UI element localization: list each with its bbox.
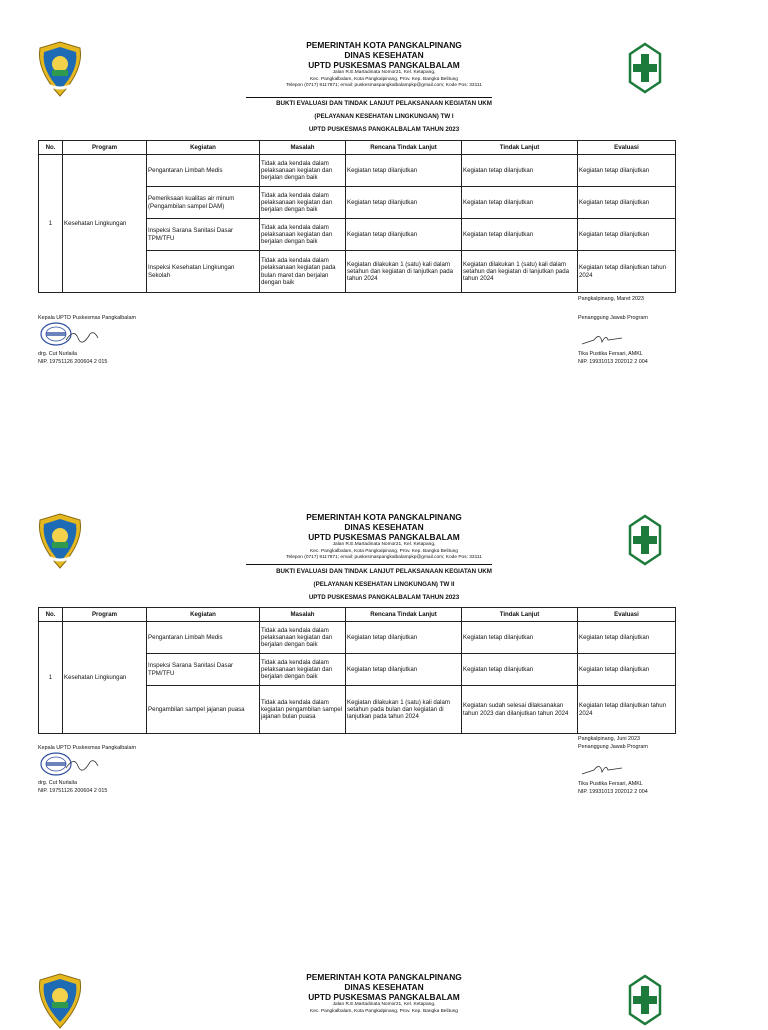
left-signer-name: drg. Cut Nurlaila [38, 351, 77, 357]
table-header-row [39, 608, 676, 622]
kegiatan-cell: Pengantaran Limbah Medis [147, 155, 260, 187]
puskesmas-cross-icon [628, 514, 662, 566]
masalah-cell: Tidak ada kendala dalam pelaksanaan kegiatan dan berjalan dengan baik [260, 155, 346, 187]
unit-name: UPTD PUSKESMAS PANGKALBALAM [308, 532, 460, 542]
address-line-1: Jalan R.E.Martadinata Nomor21, Kel. Ketapang, [332, 70, 436, 75]
signature-date: Pangkalpinang, Juni 2023 [578, 736, 641, 742]
address-line-2: Kec. Pangkalbalam, Kota Pangkalpinang, Prov. Kep. Bangka Belitung [310, 1008, 458, 1014]
address-line-2: Kec. Pangkalbalam, Kota Pangkalpinang, Prov. Kep. Bangka Belitung [310, 548, 458, 554]
col-no: No. [39, 608, 63, 622]
table-row [39, 622, 676, 654]
col-rencana: Rencana Tindak Lanjut [346, 608, 462, 622]
report-unit-year: UPTD PUSKESMAS PANGKALBALAM TAHUN 2023 [308, 126, 460, 133]
report-subtitle: (PELAYANAN KESEHATAN LINGKUNGAN) TW II [313, 581, 455, 588]
tindak-cell: Kegiatan sudah selesai dilaksanakan tahun 2023 dan dilanjutkan tahun 2024 [462, 686, 578, 734]
report-title: BUKTI EVALUASI DAN TINDAK LANJUT PELAKSANAAN KEGIATAN UKM [276, 100, 492, 107]
col-program: Program [63, 141, 147, 155]
masalah-cell: Tidak ada kendala dalam pelaksanaan kegiatan dan berjalan dengan baik [260, 219, 346, 251]
dept-name: DINAS KESEHATAN [344, 522, 424, 532]
col-evaluasi: Evaluasi [578, 608, 676, 622]
right-signer-nip: NIP. 19931013 202012 2 004 [578, 359, 648, 365]
report-page-3 [0, 932, 768, 1024]
rencana-cell: Kegiatan tetap dilanjutkan [346, 187, 462, 219]
right-signature-icon [580, 760, 624, 780]
letterhead [0, 0, 768, 92]
kegiatan-cell: Inspeksi Kesehatan Lingkungan Sekolah [147, 251, 260, 293]
col-masalah: Masalah [260, 608, 346, 622]
col-program: Program [63, 608, 147, 622]
right-signer-role: Penanggung Jawab Program [578, 744, 648, 750]
address-line-3: Telepon (0717) 9117871; email: puskesmaspangkalbalampkp@gmail.com; Kode Pos: 33111 [286, 83, 482, 89]
kegiatan-cell: Pengantaran Limbah Medis [147, 622, 260, 654]
col-kegiatan: Kegiatan [147, 141, 260, 155]
address-line-2: Kec. Pangkalbalam, Kota Pangkalpinang, Prov. Kep. Bangka Belitung [310, 76, 458, 82]
evaluasi-cell: Kegiatan tetap dilanjutkan [578, 654, 676, 686]
puskesmas-cross-icon [628, 974, 662, 1026]
masalah-cell: Tidak ada kendala dalam pelaksanaan kegiatan dan berjalan dengan baik [260, 187, 346, 219]
col-tindak: Tindak Lanjut [462, 141, 578, 155]
rencana-cell: Kegiatan dilakukan 1 (satu) kali dalam setahun pada bulan dan kegiatan di lanjutkan pada tahun 2024 [346, 686, 462, 734]
left-signer-name: drg. Cut Nurlaila [38, 780, 77, 786]
right-signer-nip: NIP. 19931013 202012 2 004 [578, 789, 648, 795]
masalah-cell: Tidak ada kendala dalam pelaksanaan kegiatan dan berjalan dengan baik [260, 654, 346, 686]
signature-date: Pangkalpinang, Maret 2023 [578, 296, 644, 302]
left-signer-nip: NIP. 19751126 200604 2 015 [38, 788, 108, 794]
right-signer-name: Tika Pustika Fersari, AMKL [578, 781, 643, 787]
right-signer-role: Penanggung Jawab Program [578, 315, 648, 321]
dept-name: DINAS KESEHATAN [344, 982, 424, 992]
gov-name: PEMERINTAH KOTA PANGKALPINANG [306, 972, 462, 982]
evaluasi-cell: Kegiatan tetap dilanjutkan [578, 155, 676, 187]
tindak-cell: Kegiatan tetap dilanjutkan [462, 219, 578, 251]
col-no: No. [39, 141, 63, 155]
address-line-1: Jalan R.E.Martadinata Nomor21, Kel. Ketapang, [332, 542, 436, 547]
rencana-cell: Kegiatan dilakukan 1 (satu) kali dalam setahun dan kegiatan di lanjutkan pada tahun 2024 [346, 251, 462, 293]
kegiatan-cell: Inspeksi Sarana Sanitasi Dasar TPM/TFU [147, 219, 260, 251]
masalah-cell: Tidak ada kendala dalam kegiatan pengambilan sampel jajanan bulan puasa [260, 686, 346, 734]
evaluation-table [38, 607, 676, 734]
table-header-row [39, 141, 676, 155]
tindak-cell: Kegiatan dilakukan 1 (satu) kali dalam setahun dan kegiatan di lanjutkan pada tahun 2024 [462, 251, 578, 293]
col-kegiatan: Kegiatan [147, 608, 260, 622]
unit-name: UPTD PUSKESMAS PANGKALBALAM [308, 60, 460, 70]
evaluasi-cell: Kegiatan tetap dilanjutkan tahun 2024 [578, 686, 676, 734]
left-signer-role: Kepala UPTD Puskesmas Pangkalbalam [38, 745, 136, 751]
left-signature-icon [64, 754, 104, 774]
kegiatan-cell: Pengambilan sampel jajanan puasa [147, 686, 260, 734]
tindak-cell: Kegiatan tetap dilanjutkan [462, 622, 578, 654]
report-unit-year: UPTD PUSKESMAS PANGKALBALAM TAHUN 2023 [308, 594, 460, 601]
dept-name: DINAS KESEHATAN [344, 50, 424, 60]
gov-name: PEMERINTAH KOTA PANGKALPINANG [306, 40, 462, 50]
col-masalah: Masalah [260, 141, 346, 155]
right-signature-icon [580, 330, 624, 350]
program-cell: Kesehatan Lingkungan [63, 155, 147, 293]
left-signature-icon [64, 326, 104, 346]
report-page-1 [0, 0, 768, 365]
right-signer-name: Tika Pustika Fersari, AMKL [578, 351, 643, 357]
tindak-cell: Kegiatan tetap dilanjutkan [462, 155, 578, 187]
row-number: 1 [39, 622, 63, 734]
masalah-cell: Tidak ada kendala dalam pelaksanaan kegiatan pada bulan maret dan berjalan dengan baik [260, 251, 346, 293]
tindak-cell: Kegiatan tetap dilanjutkan [462, 187, 578, 219]
report-title: BUKTI EVALUASI DAN TINDAK LANJUT PELAKSANAAN KEGIATAN UKM [276, 568, 492, 575]
rencana-cell: Kegiatan tetap dilanjutkan [346, 155, 462, 187]
unit-name: UPTD PUSKESMAS PANGKALBALAM [308, 992, 460, 1002]
kegiatan-cell: Inspeksi Sarana Sanitasi Dasar TPM/TFU [147, 654, 260, 686]
col-rencana: Rencana Tindak Lanjut [346, 141, 462, 155]
col-tindak: Tindak Lanjut [462, 608, 578, 622]
letterhead-divider [246, 564, 492, 565]
evaluasi-cell: Kegiatan tetap dilanjutkan [578, 219, 676, 251]
table-row [39, 155, 676, 187]
col-evaluasi: Evaluasi [578, 141, 676, 155]
gov-name: PEMERINTAH KOTA PANGKALPINANG [306, 512, 462, 522]
letterhead [0, 472, 768, 564]
rencana-cell: Kegiatan tetap dilanjutkan [346, 622, 462, 654]
left-signer-nip: NIP. 19751126 200604 2 015 [38, 359, 108, 365]
masalah-cell: Tidak ada kendala dalam pelaksanaan kegiatan dan berjalan dengan baik [260, 622, 346, 654]
left-signer-role: Kepala UPTD Puskesmas Pangkalbalam [38, 315, 136, 321]
rencana-cell: Kegiatan tetap dilanjutkan [346, 219, 462, 251]
letterhead [0, 932, 768, 1024]
address-line-3: Telepon (0717) 9117871; email: puskesmaspangkalbalampkp@gmail.com; Kode Pos: 33111 [286, 555, 482, 561]
evaluation-table [38, 140, 676, 293]
report-subtitle: (PELAYANAN KESEHATAN LINGKUNGAN) TW I [314, 113, 454, 120]
row-number: 1 [39, 155, 63, 293]
evaluasi-cell: Kegiatan tetap dilanjutkan [578, 187, 676, 219]
puskesmas-cross-icon [628, 42, 662, 94]
address-line-1: Jalan R.E.Martadinata Nomor21, Kel. Ketapang, [332, 1002, 436, 1007]
report-page-2 [0, 472, 768, 795]
tindak-cell: Kegiatan tetap dilanjutkan [462, 654, 578, 686]
evaluasi-cell: Kegiatan tetap dilanjutkan [578, 622, 676, 654]
program-cell: Kesehatan Lingkungan [63, 622, 147, 734]
kegiatan-cell: Pemeriksaan kualitas air minum (Pengambilan sampel DAM) [147, 187, 260, 219]
evaluasi-cell: Kegiatan tetap dilanjutkan tahun 2024 [578, 251, 676, 293]
letterhead-divider [246, 97, 492, 98]
rencana-cell: Kegiatan tetap dilanjutkan [346, 654, 462, 686]
